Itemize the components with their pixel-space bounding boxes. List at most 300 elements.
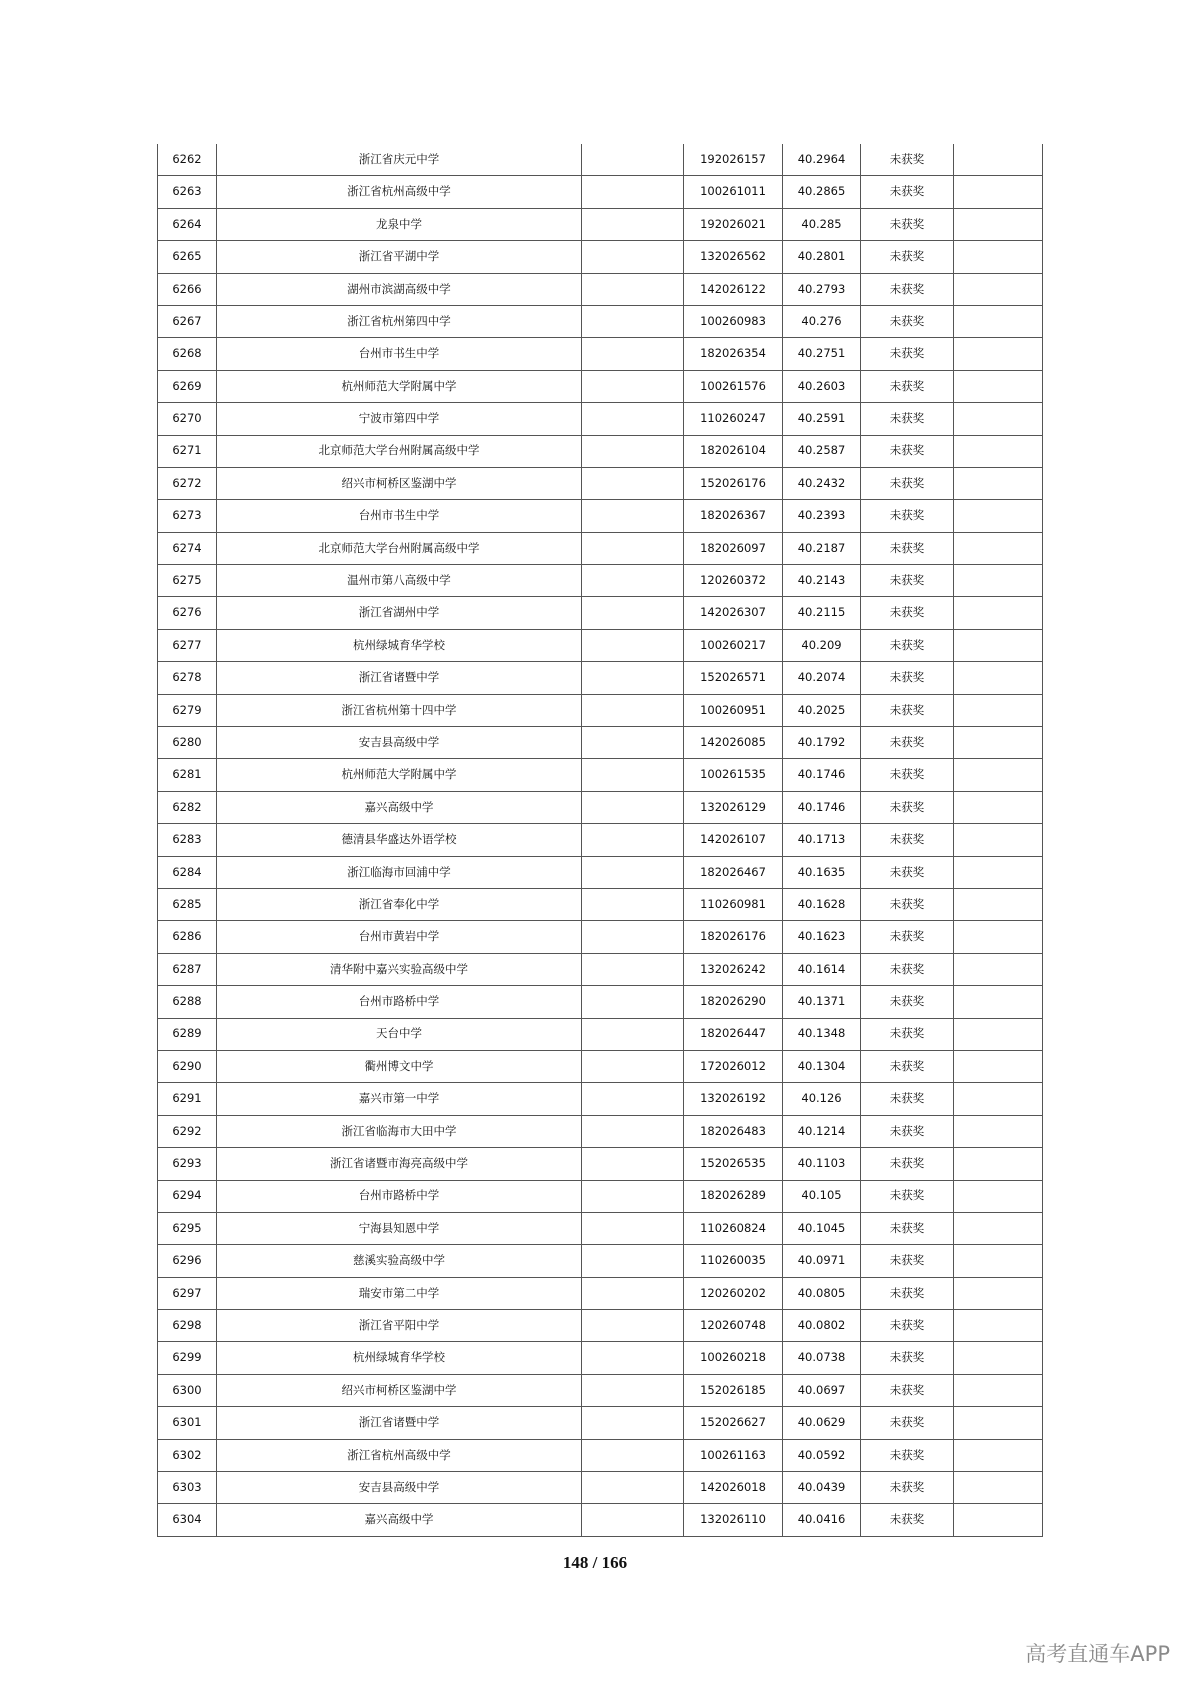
rank-cell: 6290 [158,1050,217,1082]
school-cell: 嘉兴高级中学 [217,1504,582,1536]
award-cell: 未获奖 [861,597,954,629]
table-row [158,953,1043,985]
school-cell: 浙江省庆元中学 [217,144,582,176]
table-row [158,1439,1043,1471]
blank-cell [582,565,684,597]
school-cell: 台州市黄岩中学 [217,921,582,953]
extra-cell [954,532,1043,564]
rank-cell: 6280 [158,727,217,759]
award-cell: 未获奖 [861,1083,954,1115]
extra-cell [954,1083,1043,1115]
rank-cell: 6264 [158,208,217,240]
id-cell: 152026627 [684,1407,783,1439]
blank-cell [582,791,684,823]
rank-cell: 6265 [158,241,217,273]
school-cell: 安吉县高级中学 [217,1472,582,1504]
blank-cell [582,273,684,305]
table-row [158,727,1043,759]
rank-cell: 6287 [158,953,217,985]
rank-cell: 6299 [158,1342,217,1374]
blank-cell [582,986,684,1018]
rank-cell: 6289 [158,1018,217,1050]
rank-cell: 6293 [158,1148,217,1180]
score-cell: 40.1792 [783,727,861,759]
id-cell: 132026129 [684,791,783,823]
award-cell: 未获奖 [861,629,954,661]
id-cell: 192026021 [684,208,783,240]
blank-cell [582,824,684,856]
id-cell: 182026483 [684,1115,783,1147]
school-cell: 北京师范大学台州附属高级中学 [217,532,582,564]
school-cell: 浙江省杭州第十四中学 [217,694,582,726]
award-cell: 未获奖 [861,273,954,305]
school-cell: 浙江省临海市大田中学 [217,1115,582,1147]
rank-cell: 6304 [158,1504,217,1536]
blank-cell [582,370,684,402]
award-cell: 未获奖 [861,662,954,694]
extra-cell [954,1277,1043,1309]
table-row [158,597,1043,629]
blank-cell [582,1245,684,1277]
rank-cell: 6267 [158,305,217,337]
rank-cell: 6284 [158,856,217,888]
school-cell: 浙江临海市回浦中学 [217,856,582,888]
table-row [158,1148,1043,1180]
id-cell: 142026085 [684,727,783,759]
award-cell: 未获奖 [861,986,954,1018]
award-cell: 未获奖 [861,1115,954,1147]
school-cell: 安吉县高级中学 [217,727,582,759]
extra-cell [954,1310,1043,1342]
id-cell: 100261576 [684,370,783,402]
blank-cell [582,1180,684,1212]
score-cell: 40.0738 [783,1342,861,1374]
rank-cell: 6277 [158,629,217,661]
rank-cell: 6291 [158,1083,217,1115]
school-cell: 宁海县知恩中学 [217,1212,582,1244]
award-cell: 未获奖 [861,305,954,337]
award-cell: 未获奖 [861,565,954,597]
school-cell: 嘉兴市第一中学 [217,1083,582,1115]
table-row [158,435,1043,467]
page-number: 148 / 166 [562,1553,628,1572]
rank-cell: 6273 [158,500,217,532]
table-row [158,1504,1043,1536]
blank-cell [582,629,684,661]
school-cell: 台州市路桥中学 [217,986,582,1018]
table-row [158,1277,1043,1309]
id-cell: 100260217 [684,629,783,661]
table-row [158,1180,1043,1212]
rank-cell: 6302 [158,1439,217,1471]
blank-cell [582,1439,684,1471]
rank-cell: 6296 [158,1245,217,1277]
award-cell: 未获奖 [861,791,954,823]
award-cell: 未获奖 [861,144,954,176]
table-row [158,1115,1043,1147]
results-table [157,144,1043,1537]
award-cell: 未获奖 [861,532,954,564]
table-row [158,694,1043,726]
blank-cell [582,694,684,726]
blank-cell [582,144,684,176]
score-cell: 40.1614 [783,953,861,985]
table-row [158,338,1043,370]
extra-cell [954,953,1043,985]
score-cell: 40.1713 [783,824,861,856]
table-row [158,986,1043,1018]
extra-cell [954,305,1043,337]
extra-cell [954,1018,1043,1050]
id-cell: 152026535 [684,1148,783,1180]
id-cell: 142026307 [684,597,783,629]
score-cell: 40.2432 [783,467,861,499]
id-cell: 142026018 [684,1472,783,1504]
school-cell: 浙江省杭州第四中学 [217,305,582,337]
score-cell: 40.0805 [783,1277,861,1309]
table-row [158,532,1043,564]
id-cell: 120260372 [684,565,783,597]
school-cell: 杭州绿城育华学校 [217,629,582,661]
award-cell: 未获奖 [861,1245,954,1277]
rank-cell: 6263 [158,176,217,208]
rank-cell: 6270 [158,403,217,435]
id-cell: 100261163 [684,1439,783,1471]
blank-cell [582,241,684,273]
award-cell: 未获奖 [861,1277,954,1309]
id-cell: 182026289 [684,1180,783,1212]
id-cell: 100261011 [684,176,783,208]
extra-cell [954,1148,1043,1180]
table-row [158,759,1043,791]
score-cell: 40.1348 [783,1018,861,1050]
score-cell: 40.2865 [783,176,861,208]
score-cell: 40.1214 [783,1115,861,1147]
table-row [158,370,1043,402]
school-cell: 嘉兴高级中学 [217,791,582,823]
extra-cell [954,1050,1043,1082]
table-row [158,791,1043,823]
score-cell: 40.209 [783,629,861,661]
rank-cell: 6262 [158,144,217,176]
score-cell: 40.0416 [783,1504,861,1536]
blank-cell [582,1050,684,1082]
blank-cell [582,403,684,435]
school-cell: 浙江省奉化中学 [217,888,582,920]
extra-cell [954,694,1043,726]
rank-cell: 6283 [158,824,217,856]
blank-cell [582,1083,684,1115]
table-row [158,1472,1043,1504]
table-row [158,1018,1043,1050]
id-cell: 142026122 [684,273,783,305]
table-row [158,467,1043,499]
id-cell: 120260748 [684,1310,783,1342]
score-cell: 40.2587 [783,435,861,467]
rank-cell: 6303 [158,1472,217,1504]
school-cell: 浙江省诸暨中学 [217,662,582,694]
score-cell: 40.126 [783,1083,861,1115]
score-cell: 40.105 [783,1180,861,1212]
school-cell: 天台中学 [217,1018,582,1050]
blank-cell [582,597,684,629]
blank-cell [582,1407,684,1439]
award-cell: 未获奖 [861,1439,954,1471]
id-cell: 182026467 [684,856,783,888]
extra-cell [954,1472,1043,1504]
extra-cell [954,1342,1043,1374]
award-cell: 未获奖 [861,953,954,985]
blank-cell [582,208,684,240]
rank-cell: 6301 [158,1407,217,1439]
rank-cell: 6268 [158,338,217,370]
id-cell: 132026110 [684,1504,783,1536]
table-row [158,1212,1043,1244]
rank-cell: 6274 [158,532,217,564]
extra-cell [954,435,1043,467]
rank-cell: 6271 [158,435,217,467]
score-cell: 40.2143 [783,565,861,597]
rank-cell: 6278 [158,662,217,694]
rank-cell: 6269 [158,370,217,402]
table-row [158,241,1043,273]
id-cell: 182026176 [684,921,783,953]
school-cell: 绍兴市柯桥区鉴湖中学 [217,467,582,499]
school-cell: 台州市书生中学 [217,500,582,532]
score-cell: 40.2187 [783,532,861,564]
extra-cell [954,629,1043,661]
watermark-logo-text: 高考直通车APP [1025,1642,1170,1666]
school-cell: 浙江省平湖中学 [217,241,582,273]
table-row [158,273,1043,305]
rank-cell: 6298 [158,1310,217,1342]
extra-cell [954,241,1043,273]
extra-cell [954,1439,1043,1471]
extra-cell [954,1212,1043,1244]
extra-cell [954,727,1043,759]
table-row [158,662,1043,694]
award-cell: 未获奖 [861,435,954,467]
score-cell: 40.1045 [783,1212,861,1244]
award-cell: 未获奖 [861,370,954,402]
id-cell: 120260202 [684,1277,783,1309]
school-cell: 浙江省诸暨市海亮高级中学 [217,1148,582,1180]
table-row [158,144,1043,176]
award-cell: 未获奖 [861,1504,954,1536]
score-cell: 40.0629 [783,1407,861,1439]
id-cell: 182026097 [684,532,783,564]
award-cell: 未获奖 [861,1342,954,1374]
score-cell: 40.1635 [783,856,861,888]
table-row [158,565,1043,597]
extra-cell [954,467,1043,499]
id-cell: 100260951 [684,694,783,726]
extra-cell [954,338,1043,370]
rank-cell: 6297 [158,1277,217,1309]
extra-cell [954,1374,1043,1406]
award-cell: 未获奖 [861,824,954,856]
score-cell: 40.1746 [783,791,861,823]
id-cell: 182026447 [684,1018,783,1050]
extra-cell [954,791,1043,823]
score-cell: 40.0592 [783,1439,861,1471]
table-row [158,1310,1043,1342]
id-cell: 142026107 [684,824,783,856]
score-cell: 40.1304 [783,1050,861,1082]
score-cell: 40.1371 [783,986,861,1018]
score-cell: 40.0697 [783,1374,861,1406]
score-cell: 40.2025 [783,694,861,726]
extra-cell [954,176,1043,208]
extra-cell [954,1245,1043,1277]
rank-cell: 6285 [158,888,217,920]
school-cell: 浙江省湖州中学 [217,597,582,629]
extra-cell [954,1180,1043,1212]
extra-cell [954,888,1043,920]
results-table-body [158,144,1043,1536]
table-row [158,1083,1043,1115]
id-cell: 100260983 [684,305,783,337]
table-row [158,888,1043,920]
award-cell: 未获奖 [861,888,954,920]
table-row [158,629,1043,661]
id-cell: 132026192 [684,1083,783,1115]
extra-cell [954,500,1043,532]
school-cell: 杭州师范大学附属中学 [217,759,582,791]
blank-cell [582,532,684,564]
school-cell: 台州市路桥中学 [217,1180,582,1212]
blank-cell [582,727,684,759]
score-cell: 40.2793 [783,273,861,305]
table-row [158,403,1043,435]
school-cell: 浙江省诸暨中学 [217,1407,582,1439]
id-cell: 132026562 [684,241,783,273]
id-cell: 132026242 [684,953,783,985]
extra-cell [954,856,1043,888]
award-cell: 未获奖 [861,241,954,273]
rank-cell: 6275 [158,565,217,597]
school-cell: 浙江省平阳中学 [217,1310,582,1342]
award-cell: 未获奖 [861,1472,954,1504]
blank-cell [582,1115,684,1147]
score-cell: 40.2801 [783,241,861,273]
award-cell: 未获奖 [861,467,954,499]
extra-cell [954,921,1043,953]
id-cell: 172026012 [684,1050,783,1082]
extra-cell [954,1407,1043,1439]
rank-cell: 6276 [158,597,217,629]
blank-cell [582,759,684,791]
extra-cell [954,1504,1043,1536]
award-cell: 未获奖 [861,1212,954,1244]
table-row [158,176,1043,208]
award-cell: 未获奖 [861,1310,954,1342]
id-cell: 182026354 [684,338,783,370]
award-cell: 未获奖 [861,1180,954,1212]
table-row [158,500,1043,532]
school-cell: 衢州博文中学 [217,1050,582,1082]
blank-cell [582,1212,684,1244]
blank-cell [582,1472,684,1504]
school-cell: 慈溪实验高级中学 [217,1245,582,1277]
blank-cell [582,435,684,467]
table-row [158,1374,1043,1406]
score-cell: 40.0802 [783,1310,861,1342]
blank-cell [582,662,684,694]
id-cell: 110260247 [684,403,783,435]
score-cell: 40.2074 [783,662,861,694]
award-cell: 未获奖 [861,338,954,370]
rank-cell: 6279 [158,694,217,726]
extra-cell [954,403,1043,435]
award-cell: 未获奖 [861,1374,954,1406]
id-cell: 100261535 [684,759,783,791]
table-row [158,921,1043,953]
id-cell: 182026290 [684,986,783,1018]
score-cell: 40.2393 [783,500,861,532]
extra-cell [954,986,1043,1018]
score-cell: 40.2964 [783,144,861,176]
blank-cell [582,1277,684,1309]
score-cell: 40.2591 [783,403,861,435]
school-cell: 杭州师范大学附属中学 [217,370,582,402]
award-cell: 未获奖 [861,1407,954,1439]
rank-cell: 6300 [158,1374,217,1406]
blank-cell [582,176,684,208]
id-cell: 192026157 [684,144,783,176]
blank-cell [582,338,684,370]
school-cell: 杭州绿城育华学校 [217,1342,582,1374]
extra-cell [954,1115,1043,1147]
rank-cell: 6266 [158,273,217,305]
extra-cell [954,565,1043,597]
school-cell: 龙泉中学 [217,208,582,240]
score-cell: 40.2115 [783,597,861,629]
table-row [158,856,1043,888]
extra-cell [954,144,1043,176]
school-cell: 浙江省杭州高级中学 [217,176,582,208]
id-cell: 152026185 [684,1374,783,1406]
score-cell: 40.1628 [783,888,861,920]
id-cell: 152026176 [684,467,783,499]
award-cell: 未获奖 [861,176,954,208]
blank-cell [582,1148,684,1180]
award-cell: 未获奖 [861,727,954,759]
id-cell: 182026367 [684,500,783,532]
score-cell: 40.1103 [783,1148,861,1180]
school-cell: 浙江省杭州高级中学 [217,1439,582,1471]
school-cell: 温州市第八高级中学 [217,565,582,597]
score-cell: 40.2751 [783,338,861,370]
award-cell: 未获奖 [861,1018,954,1050]
school-cell: 湖州市滨湖高级中学 [217,273,582,305]
award-cell: 未获奖 [861,403,954,435]
award-cell: 未获奖 [861,1148,954,1180]
id-cell: 110260035 [684,1245,783,1277]
school-cell: 台州市书生中学 [217,338,582,370]
blank-cell [582,467,684,499]
id-cell: 110260824 [684,1212,783,1244]
score-cell: 40.0971 [783,1245,861,1277]
blank-cell [582,500,684,532]
table-row [158,824,1043,856]
school-cell: 德清县华盛达外语学校 [217,824,582,856]
rank-cell: 6286 [158,921,217,953]
award-cell: 未获奖 [861,1050,954,1082]
blank-cell [582,305,684,337]
table-row [158,1407,1043,1439]
blank-cell [582,953,684,985]
